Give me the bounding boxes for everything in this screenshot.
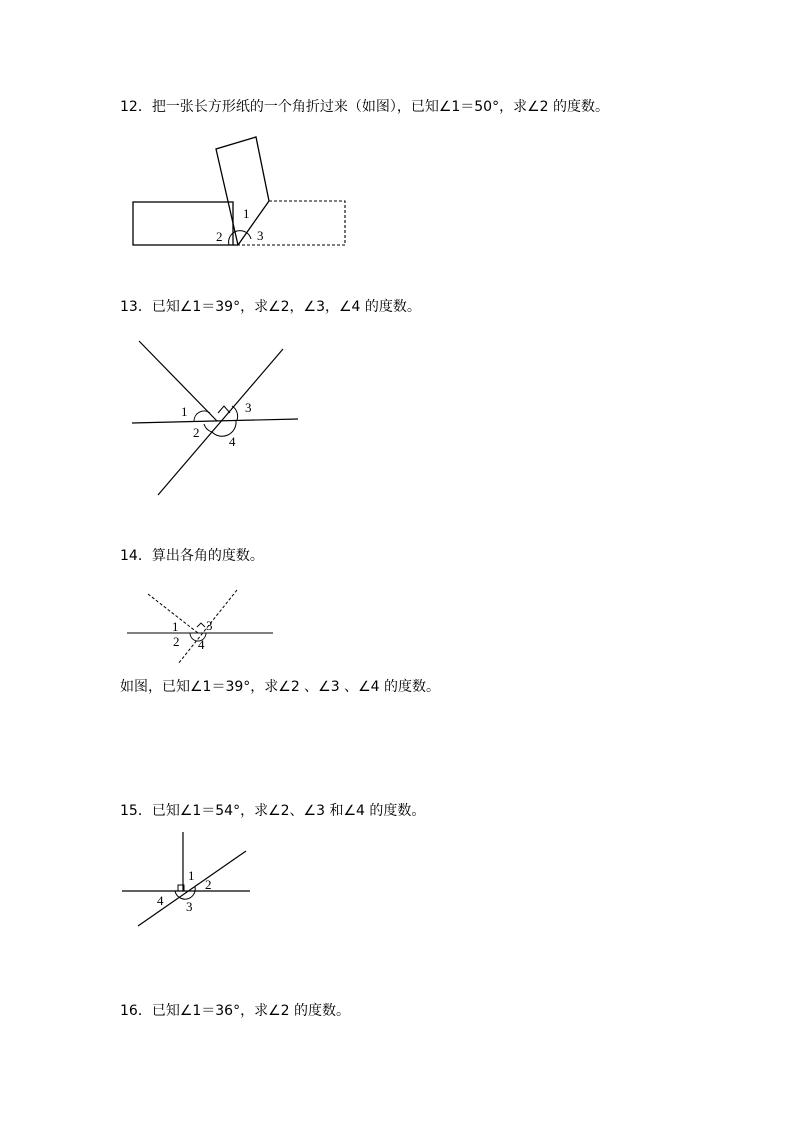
question-13-text: 13．已知∠1＝39°，求∠2，∠3，∠4 的度数。 xyxy=(120,299,421,315)
angle-label-1: 1 xyxy=(188,868,195,883)
angle-label-3: 3 xyxy=(245,400,252,415)
angle-label-2: 2 xyxy=(216,229,223,244)
question-16-text: 16．已知∠1＝36°，求∠2 的度数。 xyxy=(120,1003,350,1019)
angle-label-3: 3 xyxy=(257,228,264,243)
angle-label-3: 3 xyxy=(186,899,193,914)
question-12-text: 12．把一张长方形纸的一个角折过来（如图），已知∠1＝50°，求∠2 的度数。 xyxy=(120,99,609,115)
angle-label-4: 4 xyxy=(229,434,236,449)
question-14-subtext: 如图，已知∠1＝39°，求∠2 、∠3 、∠4 的度数。 xyxy=(120,679,440,695)
question-15-text: 15．已知∠1＝54°，求∠2、∠3 和∠4 的度数。 xyxy=(120,803,426,819)
angle-label-4: 4 xyxy=(157,893,164,908)
angle-label-1: 1 xyxy=(172,619,179,634)
angle-label-2: 2 xyxy=(173,634,180,649)
angle-label-4: 4 xyxy=(198,637,205,652)
angle-label-3: 3 xyxy=(206,618,213,633)
question-14-text: 14．算出各角的度数。 xyxy=(120,548,264,564)
angle-label-1: 1 xyxy=(181,404,188,419)
angle-label-1: 1 xyxy=(243,206,250,221)
angle-label-2: 2 xyxy=(193,425,200,440)
oblique-line xyxy=(138,851,246,926)
angle-label-2: 2 xyxy=(205,877,212,892)
